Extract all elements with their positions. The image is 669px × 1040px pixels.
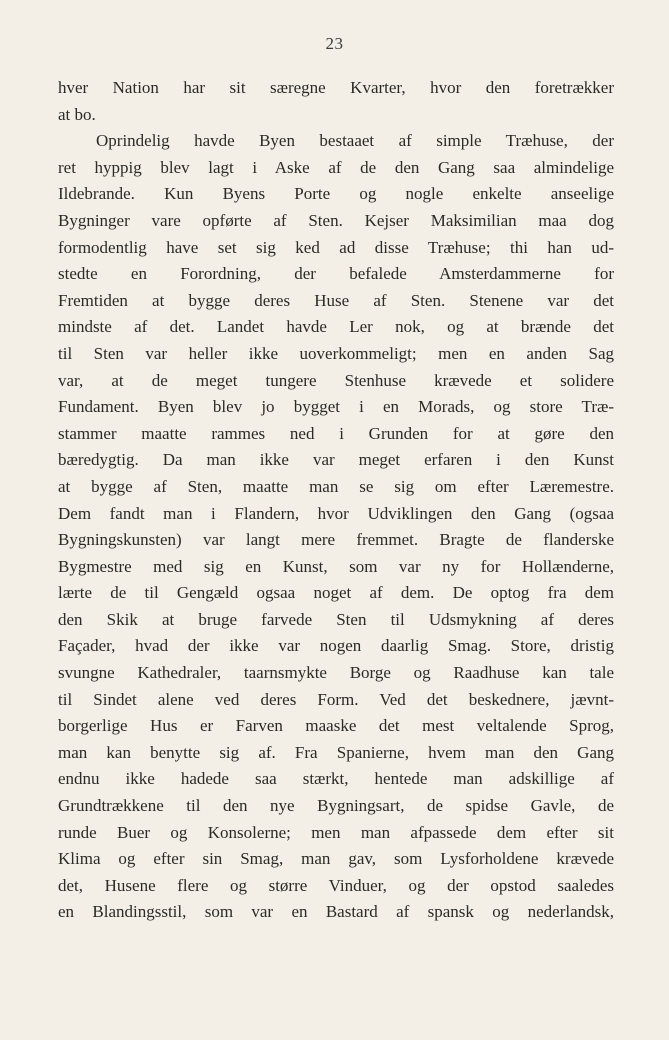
text-line: man kan benytte sig af. Fra Spanierne, hvem man den Gang bbox=[58, 742, 614, 762]
text-line: Bygningskunsten) var langt mere fremmet. Bragte de flanderske bbox=[58, 530, 614, 550]
text-line: Bygninger vare opførte af Sten. Kejser Maksimilian maa dog bbox=[58, 210, 614, 230]
text-line: stammer maatte rammes ned i Grunden for at gøre den bbox=[58, 423, 614, 443]
text-line: endnu ikke hadede saa stærkt, hentede man adskillige af bbox=[58, 769, 614, 789]
text-line: Oprindelig havde Byen bestaaet af simple Træhuse, der bbox=[96, 131, 614, 151]
text-line: Ildebrande. Kun Byens Porte og nogle enkelte anseelige bbox=[58, 184, 614, 204]
text-line: svungne Kathedraler, taarnsmykte Borge og Raadhuse kan tale bbox=[58, 663, 614, 683]
text-line: bæredygtig. Da man ikke var meget erfaren i den Kunst bbox=[58, 450, 614, 470]
text-line: Dem fandt man i Flandern, hvor Udviklingen den Gang (ogsaa bbox=[58, 503, 614, 523]
text-line: ret hyppig blev lagt i Aske af de den Gang saa almindelige bbox=[58, 157, 614, 177]
text-line: Façader, hvad der ikke var nogen daarlig Smag. Store, dristig bbox=[58, 636, 614, 656]
text-line: formodentlig have set sig ked ad disse Træhuse; thi han ud- bbox=[58, 237, 614, 257]
page-number: 23 bbox=[325, 34, 344, 53]
text-line: det, Husene flere og større Vinduer, og der opstod saaledes bbox=[58, 875, 614, 895]
text-line: stedte en Forordning, der befalede Amsterdammerne for bbox=[58, 264, 614, 284]
text-line: borgerlige Hus er Farven maaske det mest veltalende Sprog, bbox=[58, 716, 614, 736]
text-line: at bygge af Sten, maatte man se sig om efter Læremestre. bbox=[58, 476, 614, 496]
body-text bbox=[58, 75, 614, 926]
text-line: Fundament. Byen blev jo bygget i en Morads, og store Træ- bbox=[58, 397, 614, 417]
text-line: Grundtrækkene til den nye Bygningsart, de spidse Gavle, de bbox=[58, 796, 614, 816]
text-line: var, at de meget tungere Stenhuse krævede et solidere bbox=[58, 370, 614, 390]
text-line: Bygmestre med sig en Kunst, som var ny for Hollænderne, bbox=[58, 556, 614, 576]
text-line: runde Buer og Konsolerne; men man afpassede dem efter sit bbox=[58, 822, 614, 842]
text-line: hver Nation har sit særegne Kvarter, hvor den foretrækker bbox=[58, 78, 614, 97]
text-line: til Sten var heller ikke uoverkommeligt; men en anden Sag bbox=[58, 343, 614, 363]
text-line: en Blandingsstil, som var en Bastard af spansk og nederlandsk, bbox=[58, 902, 614, 922]
text-line: at bo. bbox=[58, 104, 96, 124]
text-line: til Sindet alene ved deres Form. Ved det beskednere, jævnt- bbox=[58, 689, 614, 709]
text-line: lærte de til Gengæld ogsaa noget af dem. De optog fra dem bbox=[58, 583, 614, 603]
text-line: mindste af det. Landet havde Ler nok, og at brænde det bbox=[58, 317, 614, 337]
text-line: Fremtiden at bygge deres Huse af Sten. Stenene var det bbox=[58, 290, 614, 310]
text-line: den Skik at bruge farvede Sten til Udsmykning af deres bbox=[58, 609, 614, 629]
text-line: Klima og efter sin Smag, man gav, som Lysforholdene krævede bbox=[58, 849, 614, 869]
